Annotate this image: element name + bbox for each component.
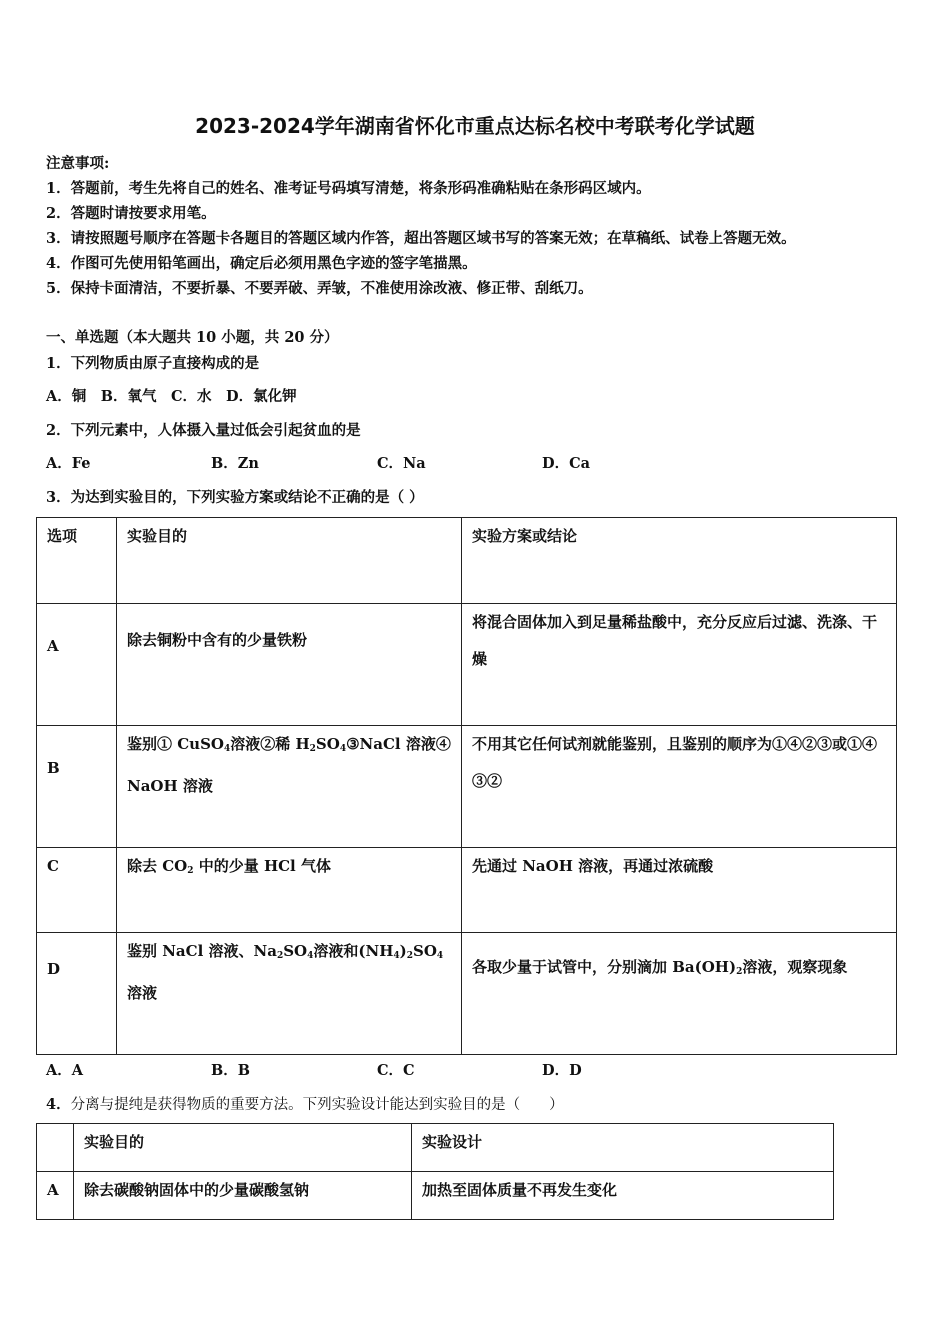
purpose-text: 溶液 bbox=[127, 984, 158, 1002]
q3-option-d: D．D bbox=[542, 1062, 582, 1079]
purpose-text: ) bbox=[399, 942, 407, 960]
purpose-cell bbox=[117, 848, 462, 933]
q3-table bbox=[36, 517, 897, 1055]
notice-item: 1．答题前，考生先将自己的姓名、准考证号码填写清楚，将条形码准确粘贴在条形码区域内。 bbox=[46, 180, 651, 197]
purpose-text: 鉴别 NaCl 溶液、Na bbox=[127, 942, 277, 960]
subscript: 4 bbox=[393, 951, 400, 961]
q2-option-d: D．Ca bbox=[542, 455, 591, 472]
q1-stem: 1．下列物质由原子直接构成的是 bbox=[46, 355, 260, 372]
q2-option-a: A．Fe bbox=[46, 455, 91, 472]
table-row bbox=[37, 1172, 834, 1220]
section-heading: 一、单选题（本大题共 10 小题，共 20 分） bbox=[46, 329, 339, 346]
plan-text: 各取少量于试管中，分别滴加 Ba(OH) bbox=[472, 957, 737, 976]
page-title: 2023-2024学年湖南省怀化市重点达标名校中考联考化学试题 bbox=[195, 114, 755, 138]
q4-stem-line bbox=[46, 1093, 564, 1114]
q3-option-c: C．C bbox=[377, 1062, 415, 1079]
plan-text: 溶液，观察现象 bbox=[742, 957, 848, 976]
option-cell: B bbox=[37, 726, 117, 848]
purpose-cell bbox=[117, 726, 462, 848]
subscript: 4 bbox=[436, 951, 444, 961]
option-cell: D bbox=[37, 933, 117, 1055]
purpose-text: 除去 CO bbox=[127, 857, 188, 875]
purpose-text: 鉴别① CuSO bbox=[127, 735, 224, 753]
purpose-text: 除去铜粉中含有的少量铁粉 bbox=[127, 631, 308, 649]
subscript: 2 bbox=[406, 951, 414, 961]
q4-table bbox=[36, 1123, 834, 1220]
table-header-cell: 选项 bbox=[37, 518, 117, 604]
table-header-cell bbox=[37, 1124, 74, 1172]
purpose-cell bbox=[117, 933, 462, 1055]
subscript: 2 bbox=[309, 744, 316, 754]
purpose-text: SO bbox=[283, 942, 308, 960]
subscript: 2 bbox=[276, 951, 284, 961]
plan-cell: 加热至固体质量不再发生变化 bbox=[412, 1172, 834, 1220]
table-header-cell: 实验设计 bbox=[412, 1124, 834, 1172]
plan-cell: 先通过 NaOH 溶液，再通过浓硫酸 bbox=[462, 848, 897, 933]
table-header-cell: 实验方案或结论 bbox=[462, 518, 897, 604]
plan-cell: 不用其它任何试剂就能鉴别，且鉴别的顺序为①④②③或①④③② bbox=[462, 726, 897, 848]
purpose-text: SO bbox=[315, 735, 340, 753]
subscript: 4 bbox=[307, 951, 314, 961]
notice-item: 2．答题时请按要求用笔。 bbox=[46, 205, 216, 222]
q2-stem: 2．下列元素中，人体摄入量过低会引起贫血的是 bbox=[46, 422, 361, 439]
subscript: 2 bbox=[187, 866, 194, 876]
plan-cell: 将混合固体加入到足量稀盐酸中，充分反应后过滤、洗涤、干燥 bbox=[462, 604, 897, 726]
option-cell: A bbox=[37, 604, 117, 726]
plan-cell bbox=[462, 933, 897, 1055]
notice-heading: 注意事项: bbox=[46, 155, 110, 172]
table-header-row bbox=[37, 518, 897, 604]
table-header-row bbox=[37, 1124, 834, 1172]
q1-options: A．铜 B．氧气 C．水 D．氯化钾 bbox=[46, 388, 297, 405]
notice-item: 3．请按照题号顺序在答题卡各题目的答题区域内作答，超出答题区域书写的答案无效；在草稿纸、试卷上答题无效。 bbox=[46, 230, 796, 247]
purpose-text: ③NaCl 溶液④ NaOH 溶液 bbox=[127, 735, 451, 795]
q3-option-a: A．A bbox=[46, 1062, 84, 1079]
purpose-text: SO bbox=[413, 942, 437, 960]
purpose-cell bbox=[117, 604, 462, 726]
q4-number: 4． bbox=[46, 1096, 71, 1113]
q2-option-b: B．Zn bbox=[211, 455, 259, 472]
q3-option-b: B．B bbox=[211, 1062, 251, 1079]
purpose-text: 中的少量 HCl 气体 bbox=[193, 857, 331, 875]
table-row bbox=[37, 933, 897, 1055]
q4-stem: 分离与提纯是获得物质的重要方法。下列实验设计能达到实验目的是（ ） bbox=[70, 1097, 564, 1113]
subscript: 4 bbox=[223, 744, 231, 754]
subscript: 2 bbox=[736, 966, 743, 977]
table-header-cell: 实验目的 bbox=[117, 518, 462, 604]
purpose-cell: 除去碳酸钠固体中的少量碳酸氢钠 bbox=[74, 1172, 412, 1220]
q3-stem: 3．为达到实验目的，下列实验方案或结论不正确的是（ ） bbox=[46, 489, 424, 506]
purpose-text: 溶液和(NH bbox=[313, 942, 394, 960]
option-cell: A bbox=[37, 1172, 74, 1220]
purpose-text: 溶液②稀 H bbox=[230, 735, 310, 753]
notice-item: 5．保持卡面清洁，不要折暴、不要弄破、弄皱，不准使用涂改液、修正带、刮纸刀。 bbox=[46, 280, 593, 297]
table-row bbox=[37, 604, 897, 726]
subscript: 4 bbox=[339, 744, 347, 754]
q2-option-c: C．Na bbox=[377, 455, 426, 472]
table-header-cell: 实验目的 bbox=[74, 1124, 412, 1172]
table-row bbox=[37, 848, 897, 933]
table-row bbox=[37, 726, 897, 848]
option-cell: C bbox=[37, 848, 117, 933]
notice-item: 4．作图可先使用铅笔画出，确定后必须用黑色字迹的签字笔描黑。 bbox=[46, 255, 477, 272]
